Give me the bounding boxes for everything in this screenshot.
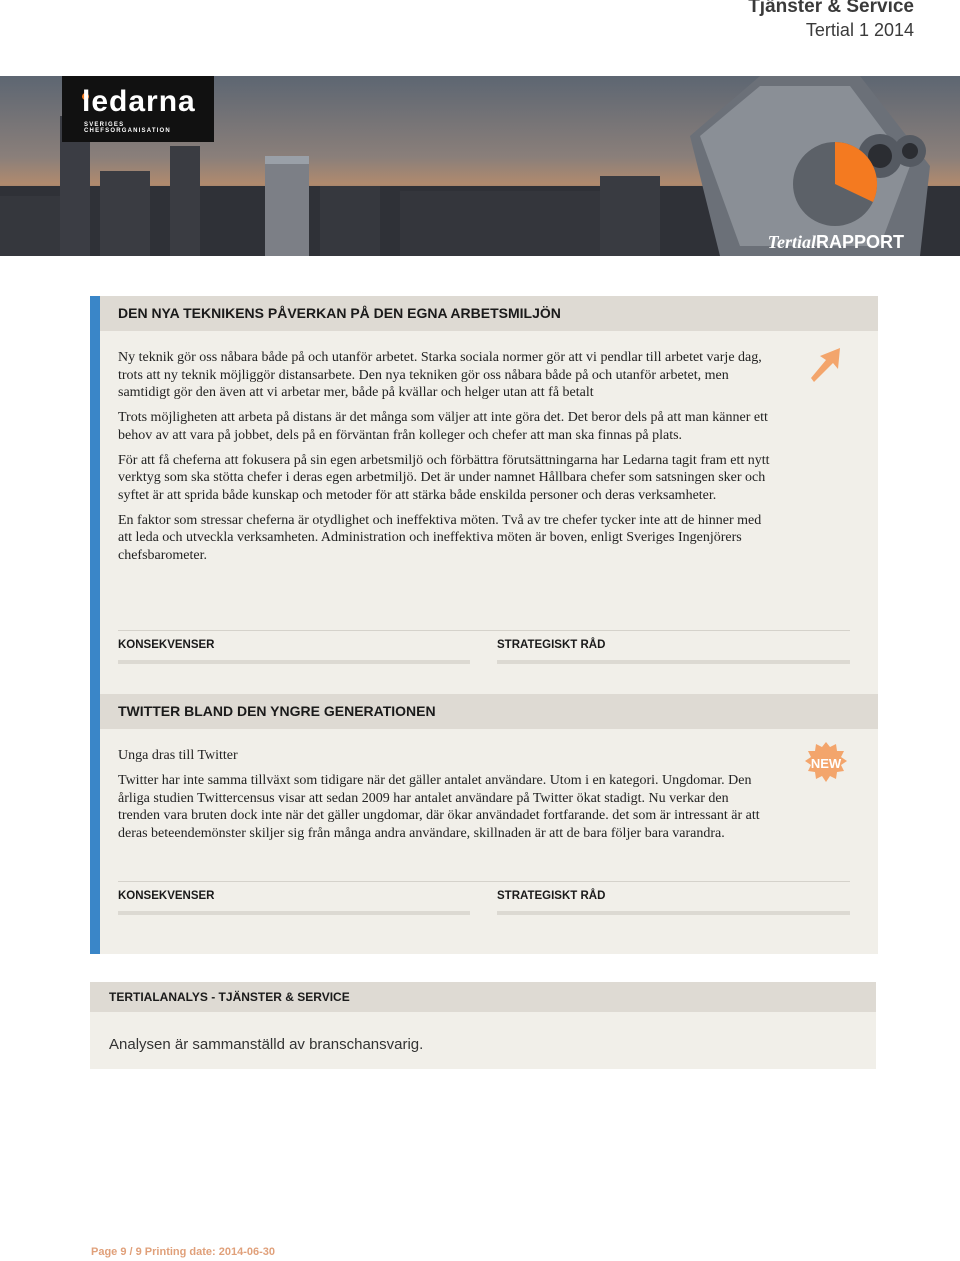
- new-badge-label: NEW: [810, 756, 842, 771]
- paragraph: Ny teknik gör oss nåbara både på och utanför arbetet. Starka sociala normer gör att vi pendlar till arbetet varje dag, trots att ny teknik möjliggör distansarbete. Den nya tekniken gör oss nåbara både på och utanför arbetet, men samtidigt gör den även att vi arbetar mer, både på kvällar och helger utan att få betalt: [118, 350, 762, 400]
- document-title: Tjänster & Service: [748, 0, 914, 17]
- logo-text: ledarna: [82, 85, 196, 118]
- strategiskt-rad-label: STRATEGISKT RÅD: [497, 890, 606, 902]
- page-footer: Page 9 / 9 Printing date: 2014-06-30: [91, 1246, 276, 1258]
- konsekvenser-rule: [118, 911, 470, 915]
- section-body: [118, 747, 768, 850]
- konsekvenser-label: KONSEKVENSER: [118, 639, 215, 651]
- analysis-heading: TERTIALANALYS - TJÄNSTER & SERVICE: [109, 990, 350, 1004]
- logo-subtitle: SVERIGES CHEFSORGANISATION: [84, 122, 171, 134]
- new-badge-icon: [804, 741, 848, 785]
- arrow-up-right-icon: [808, 346, 842, 384]
- analysis-heading-bar: [90, 982, 876, 1012]
- paragraph: Twitter har inte samma tillväxt som tidigare när det gäller antalet användare. Utom i en kategori. Ungdomar. Den årliga studien Twittercensus visar att sedan 2009 har antalet användare på Twitter ökat stadigt. Nu verkar den trenden vara bruten dock inte när det gäller ungdomar, där ökar användadet fortfarande. det som är intressant är att deras beteendemönster skiljer sig från många andra användare, skillnaden är att de bara följer bara varandra.: [118, 773, 760, 841]
- document-subtitle: Tertial 1 2014: [805, 20, 914, 40]
- konsekvenser-rule: [118, 660, 470, 664]
- section-heading: TWITTER BLAND DEN YNGRE GENERATIONEN: [118, 703, 436, 719]
- paragraph: För att få cheferna att fokusera på sin egen arbetsmiljö och förbättra förutsättningarna har Ledarna tagit fram ett nytt verktyg som ska stötta chefer i deras egen arbetmiljö. Det är under namnet Hållbara chefer som satsningen sker och syftet är att sprida både kunskap och metoder för att stärka både enskilda personer och deras verksamheter.: [118, 452, 770, 503]
- paragraph: Unga dras till Twitter: [118, 748, 238, 763]
- konsekvenser-label: KONSEKVENSER: [118, 890, 215, 902]
- header-banner: [0, 76, 960, 256]
- tertial-label: Tertial: [767, 232, 816, 252]
- strategiskt-rad-rule: [497, 911, 850, 915]
- ledarna-logo: [62, 76, 214, 142]
- tertial-rapport-label: [768, 232, 904, 253]
- strategiskt-rad-label: STRATEGISKT RÅD: [497, 639, 606, 651]
- section-heading-bar: [100, 296, 878, 331]
- section-heading: DEN NYA TEKNIKENS PÅVERKAN PÅ DEN EGNA ARBETSMILJÖN: [118, 305, 561, 321]
- section-body: [118, 349, 776, 572]
- panel-accent-bar: [90, 296, 100, 954]
- paragraph: En faktor som stressar cheferna är otydlighet och ineffektiva möten. Två av tre chefer tycker inte att de hinner med att leda och utveckla verksamheten. Administration och ineffektiva möten är boven, enligt Sveriges Ingenjörers chefsbarometer.: [118, 512, 762, 563]
- rapport-label: RAPPORT: [815, 232, 904, 252]
- strategiskt-rad-rule: [497, 660, 850, 664]
- analysis-text: Analysen är sammanställd av branschansvarig.: [109, 1036, 424, 1053]
- divider: [118, 630, 850, 631]
- section-heading-bar: [100, 694, 878, 729]
- paragraph: Trots möjligheten att arbeta på distans är det många som väljer att inte göra det. Det beror dels på att man känner ett behov av att vara på jobbet, dels på en förväntan från kolleger och chefer att man ska finnas på plats.: [118, 410, 768, 443]
- divider: [118, 881, 850, 882]
- analysis-body: [90, 1012, 876, 1069]
